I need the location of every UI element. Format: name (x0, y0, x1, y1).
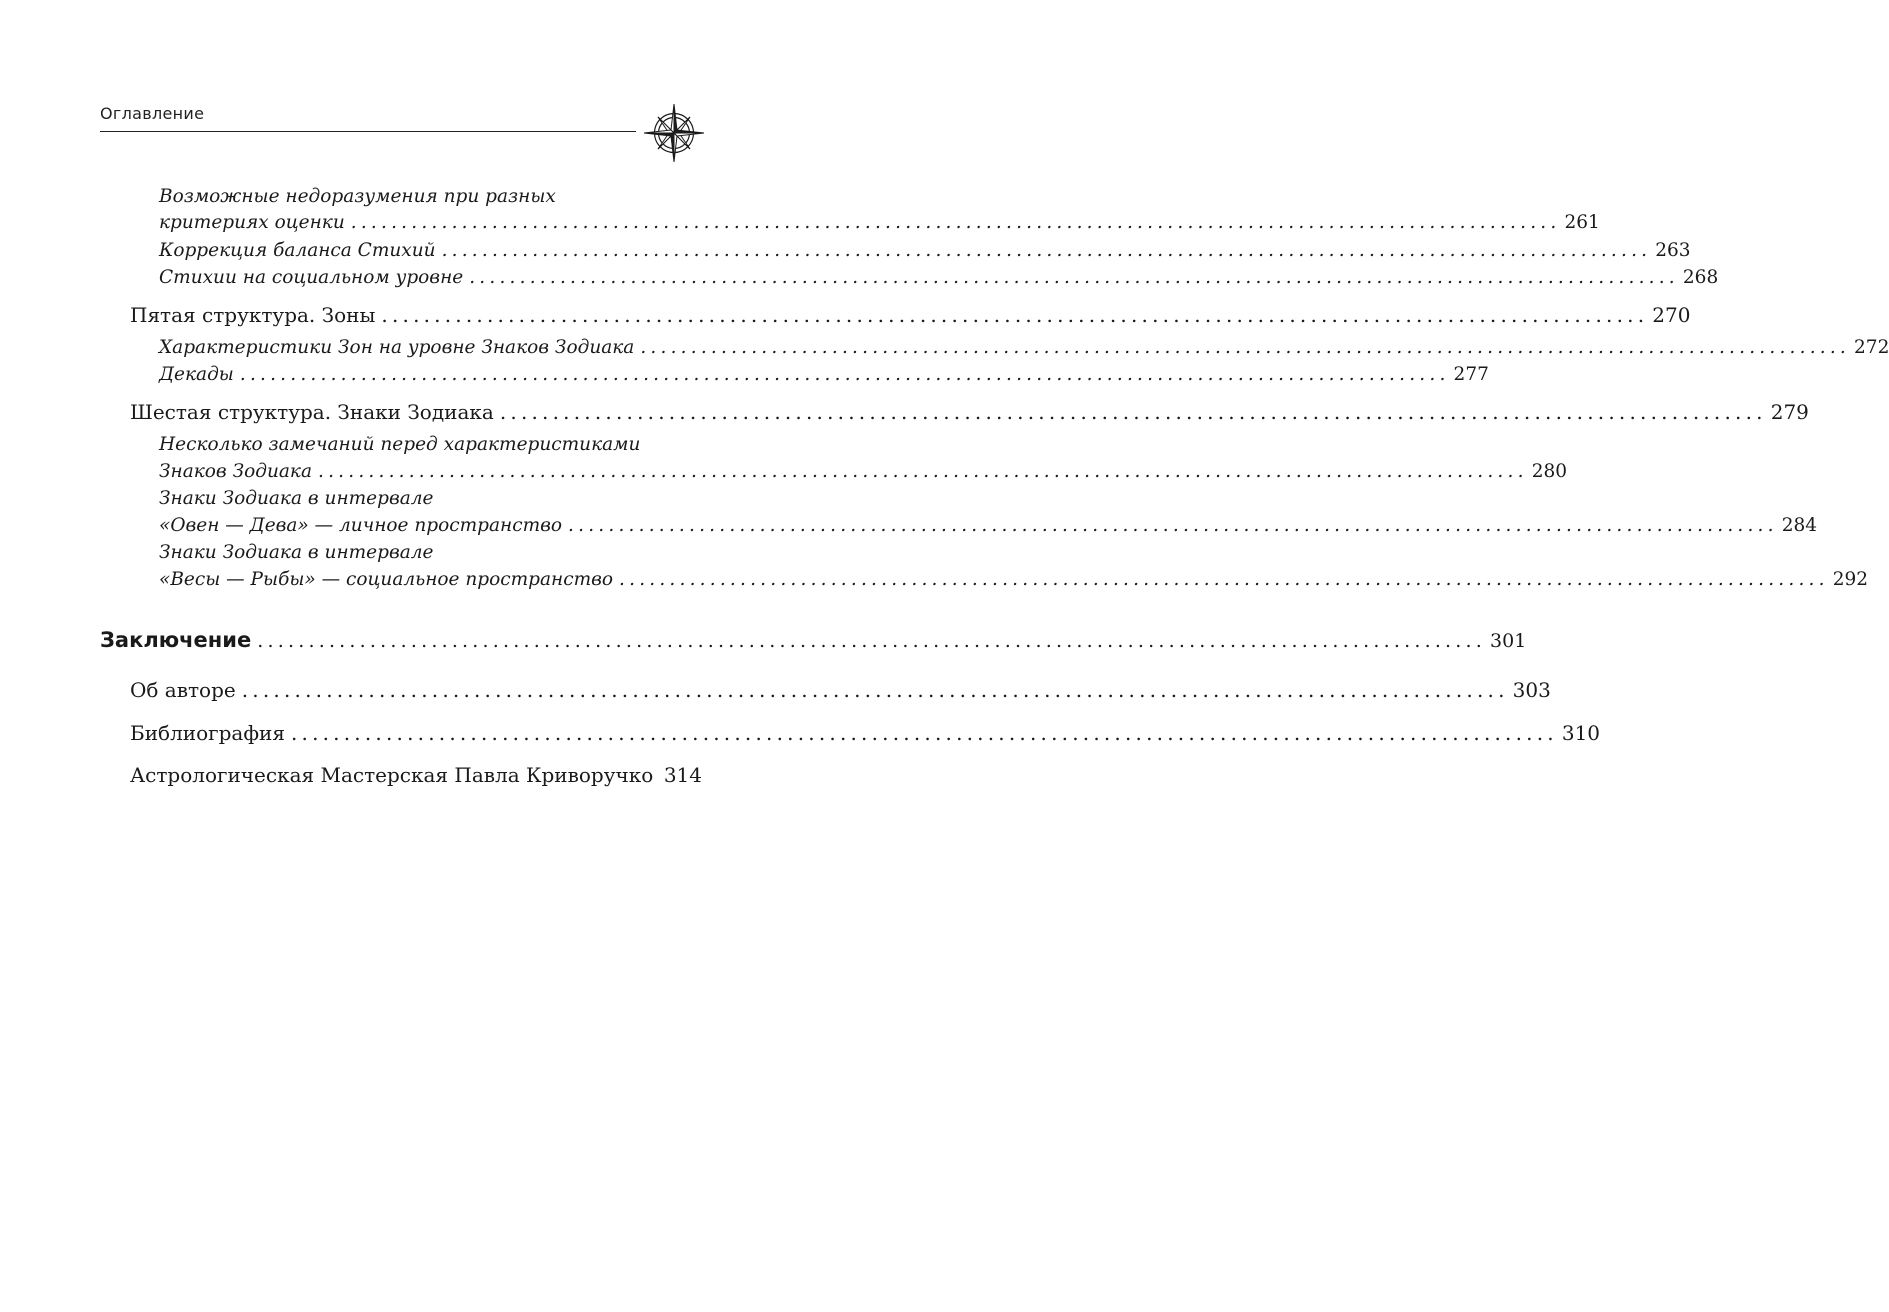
toc-entry[interactable] (130, 303, 1691, 327)
toc-page-number: 303 (1512, 678, 1551, 702)
toc-entry-title: Астрологическая Мастерская Павла Криворучко (130, 763, 654, 787)
toc-entry-first-line: Знаки Зодиака в интервале (159, 488, 434, 509)
toc-entry[interactable] (130, 678, 1551, 702)
toc-entry-first-line: Возможные недоразумения при разных (159, 186, 556, 207)
toc-leader-dots: ........................................................................................................................ (239, 364, 1450, 385)
toc-page-number: 292 (1832, 568, 1869, 590)
toc-page-number: 280 (1531, 460, 1567, 482)
toc-leader-dots: ........................................................................................................................ (640, 337, 1851, 358)
toc-entry[interactable] (159, 186, 1600, 233)
toc-page-number: 261 (1564, 211, 1600, 233)
toc-leader-dots: ........................................................................................................................ (257, 630, 1487, 652)
toc-leader-dots: ........................................................................................................................ (350, 211, 1561, 233)
toc-leader-dots: ........................................................................................................................ (318, 460, 1528, 482)
toc-leader-dots: ........................................................................................................................ (469, 267, 1679, 288)
toc-entry-title: Стихии на социальном уровне (159, 267, 464, 288)
toc-page-number: 270 (1652, 303, 1691, 327)
toc-leader-dots: ........................................................................................................................ (499, 400, 1767, 424)
toc-page-number: 279 (1770, 400, 1809, 424)
toc-entry[interactable] (130, 765, 702, 785)
toc-page-number: 301 (1490, 630, 1527, 652)
toc-entry[interactable] (130, 400, 1809, 424)
toc-page-number: 263 (1655, 240, 1691, 261)
toc-page-number: 268 (1682, 267, 1719, 288)
toc-page-number: 310 (1561, 721, 1601, 745)
toc-page-number: 277 (1453, 364, 1489, 385)
toc-entry[interactable] (159, 488, 1818, 536)
toc-leader-dots: ........................................................................................................................ (568, 514, 1778, 536)
toc-leader-dots: ........................................................................................................................ (241, 678, 1509, 702)
toc-entry[interactable] (159, 267, 1719, 288)
toc-leader-dots: ........................................................................................................................ (290, 721, 1558, 745)
toc-entry-first-line: Несколько замечаний перед характеристиками (159, 434, 641, 455)
toc-entry-title: «Весы — Рыбы» — социальное пространство (159, 568, 614, 590)
toc-entry[interactable] (159, 364, 1489, 385)
toc-leader-dots: ........................................................................................................................ (381, 303, 1649, 327)
toc-leader-dots: ........................................................................................................................ (441, 240, 1652, 261)
toc-leader-dots (659, 765, 660, 785)
toc-page-number: 272 (1854, 337, 1889, 358)
toc-entry-title: Коррекция баланса Стихий (159, 240, 436, 261)
toc-entry[interactable] (159, 337, 1889, 358)
toc-entry-title: «Овен — Дева» — личное пространство (159, 514, 563, 536)
toc-entry-title: критериях оценки (159, 211, 345, 233)
toc-entry[interactable] (130, 721, 1601, 745)
toc-page-number: 284 (1781, 514, 1818, 536)
toc-entry-title: Пятая структура. Зоны (130, 303, 376, 327)
toc-leader-dots: ........................................................................................................................ (619, 568, 1829, 590)
running-header-title: Оглавление (100, 104, 205, 123)
toc-entry-title: Знаков Зодиака (159, 460, 312, 482)
toc-page-number: 314 (663, 763, 702, 787)
toc-entry-title: Библиография (130, 721, 285, 745)
toc-entry-title: Декады (159, 364, 234, 385)
toc-entry-title: Заключение (100, 628, 252, 652)
toc-entry[interactable] (159, 542, 1869, 590)
toc-entry-first-line: Знаки Зодиака в интервале (159, 542, 434, 563)
toc-entry[interactable] (159, 434, 1567, 482)
toc-entry-title: Характеристики Зон на уровне Знаков Зодиака (159, 337, 635, 358)
toc-entry-title: Шестая структура. Знаки Зодиака (130, 400, 494, 424)
toc-entry-title: Об авторе (130, 678, 236, 702)
toc-entry[interactable] (159, 240, 1691, 261)
toc-entry[interactable] (100, 628, 1527, 652)
